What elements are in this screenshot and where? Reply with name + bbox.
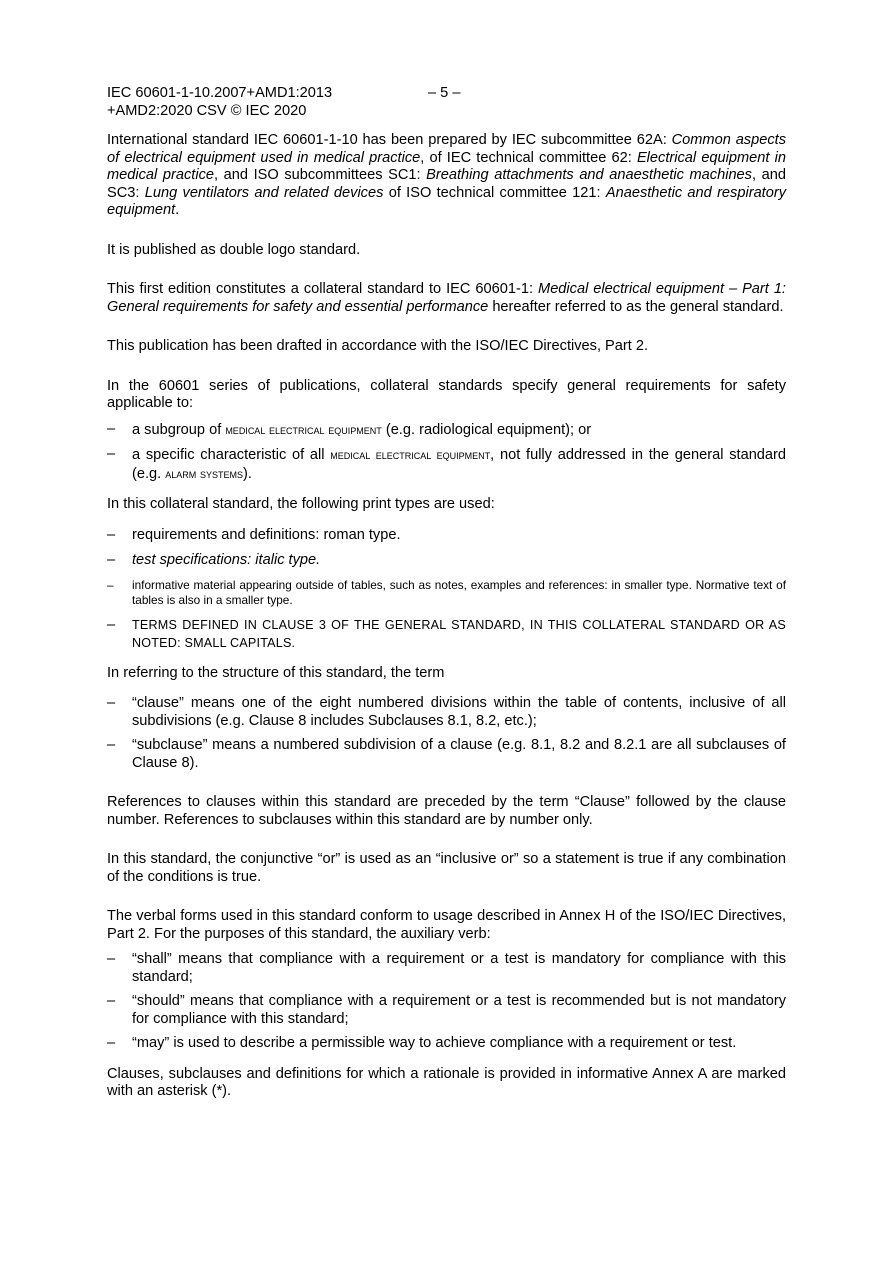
text-run: “should” means that compliance with a requirement or a test is recommended but is not mandatory for compliance with this standard; [132, 993, 786, 1027]
small-caps-text: TERMS DEFINED IN CLAUSE 3 OF THE GENERAL STANDARD, IN THIS COLLATERAL STANDARD OR AS NOTED: SMALL CAPITALS. [132, 617, 786, 650]
paragraph-collateral-series: In the 60601 series of publications, collateral standards specify general requirements for safety applicable to: [107, 377, 786, 411]
list-item [107, 446, 786, 483]
document-page [107, 85, 786, 1101]
list-structure-terms [107, 695, 786, 772]
text-run: This first edition constitutes a collateral standard to IEC 60601-1: [107, 281, 539, 297]
text-run: a subgroup of [132, 421, 226, 438]
list-item [107, 527, 786, 545]
paragraph-directives: This publication has been drafted in accordance with the ISO/IEC Directives, Part 2. [107, 338, 649, 354]
text-run: “may” is used to describe a permissible way to achieve compliance with a requirement or test. [132, 1035, 737, 1051]
paragraph-print-types: In this collateral standard, the following print types are used: [107, 496, 495, 512]
text-run: ). [243, 465, 252, 482]
text-run: hereafter referred to as the general standard. [488, 298, 784, 315]
italic-run: Lung ventilators and related devices [144, 184, 384, 201]
italic-run: Electrical equipment in medical practice [107, 149, 786, 183]
list-item [107, 578, 786, 608]
text-run: , not fully addressed in the general standard (e.g. [132, 447, 787, 482]
dash-bullet: – [107, 526, 116, 543]
text-run: . [175, 202, 180, 218]
text-run: a specific characteristic of all [132, 447, 331, 463]
dash-bullet: – [107, 695, 116, 711]
dash-bullet: – [107, 993, 116, 1009]
dash-bullet: – [107, 552, 116, 568]
italic-run: test specifications: italic type. [132, 552, 321, 568]
list-applicability [107, 421, 786, 484]
page-number: – 5 – [428, 85, 461, 101]
text-run: (e.g. radiological equipment); or [381, 421, 592, 438]
header-amendment-copyright: +AMD2:2020 CSV © IEC 2020 [107, 102, 307, 119]
dash-bullet: – [107, 737, 116, 753]
list-item [107, 552, 786, 570]
dash-bullet: – [107, 420, 116, 437]
paragraph-first-edition [107, 281, 786, 316]
paragraph-double-logo: It is published as double logo standard. [107, 241, 361, 258]
list-print-types [107, 527, 786, 652]
dash-bullet: – [107, 446, 116, 462]
text-run: of ISO technical committee 121: [383, 184, 606, 201]
text-run: “shall” means that compliance with a requirement or a test is mandatory for compliance with this standard; [132, 951, 786, 985]
italic-run: Common aspects of electrical equipment used in medical practice [107, 132, 786, 166]
list-item [107, 951, 786, 986]
text-run: “subclause” means a numbered subdivision of a clause (e.g. 8.1, 8.2 and 8.2.1 are all subclauses of Clause 8). [132, 737, 786, 771]
italic-run: Medical electrical equipment – Part 1: General requirements for safety and essential performance [107, 281, 786, 315]
paragraph-clause-references: References to clauses within this standard are preceded by the term “Clause” followed by the clause number. References to subclauses within this standard are by number only. [107, 794, 786, 828]
text-run: , and SC3: [107, 167, 786, 201]
text-run: , and ISO subcommittees SC1: [214, 167, 427, 183]
text-run: , of IEC technical committee 62: [420, 149, 637, 166]
small-caps-term: alarm systems [165, 465, 244, 481]
paragraph-inclusive-or: In this standard, the conjunctive “or” is used as an “inclusive or” so a statement is true if any combination of the conditions is true. [107, 851, 786, 885]
small-caps-term: medical electrical equipment [330, 447, 491, 462]
small-caps-term: medical electrical equipment [225, 421, 382, 437]
list-item [107, 421, 786, 440]
text-run: informative material appearing outside of tables, such as notes, examples and references: in smaller type. Normative text of tables is also in a smaller type. [132, 577, 786, 607]
list-item [107, 737, 786, 772]
dash-bullet: – [107, 616, 116, 633]
page-header [107, 85, 786, 121]
list-item [107, 1035, 786, 1053]
paragraph-structure-term: In referring to the structure of this standard, the term [107, 664, 445, 681]
text-run: “clause” means one of the eight numbered divisions within the table of contents, inclusive of all subdivisions (e.g. Clause 8 includes Subclauses 8.1, 8.2, etc.); [132, 695, 786, 729]
dash-bullet: – [107, 1035, 116, 1051]
italic-run: Breathing attachments and anaesthetic machines [426, 167, 752, 183]
paragraph-preparation [107, 132, 786, 220]
paragraph-verbal-forms: The verbal forms used in this standard conform to usage described in Annex H of the ISO/IEC Directives, Part 2. For the purposes of this standard, the auxiliary verb: [107, 908, 786, 942]
paragraph-rationale: Clauses, subclauses and definitions for which a rationale is provided in informative Annex A are marked with an asterisk (*). [107, 1065, 786, 1099]
dash-bullet: – [107, 577, 114, 592]
header-standard-id: IEC 60601-1-10.2007+AMD1:2013 [107, 85, 333, 101]
list-item [107, 616, 786, 652]
dash-bullet: – [107, 951, 116, 967]
text-run: requirements and definitions: roman type. [132, 526, 401, 543]
list-auxiliary-verbs [107, 951, 786, 1053]
italic-run: Anaesthetic and respiratory equipment [107, 184, 787, 218]
text-run: International standard IEC 60601-1-10 has been prepared by IEC subcommittee 62A: [107, 132, 672, 148]
list-item [107, 993, 786, 1028]
list-item [107, 695, 786, 730]
